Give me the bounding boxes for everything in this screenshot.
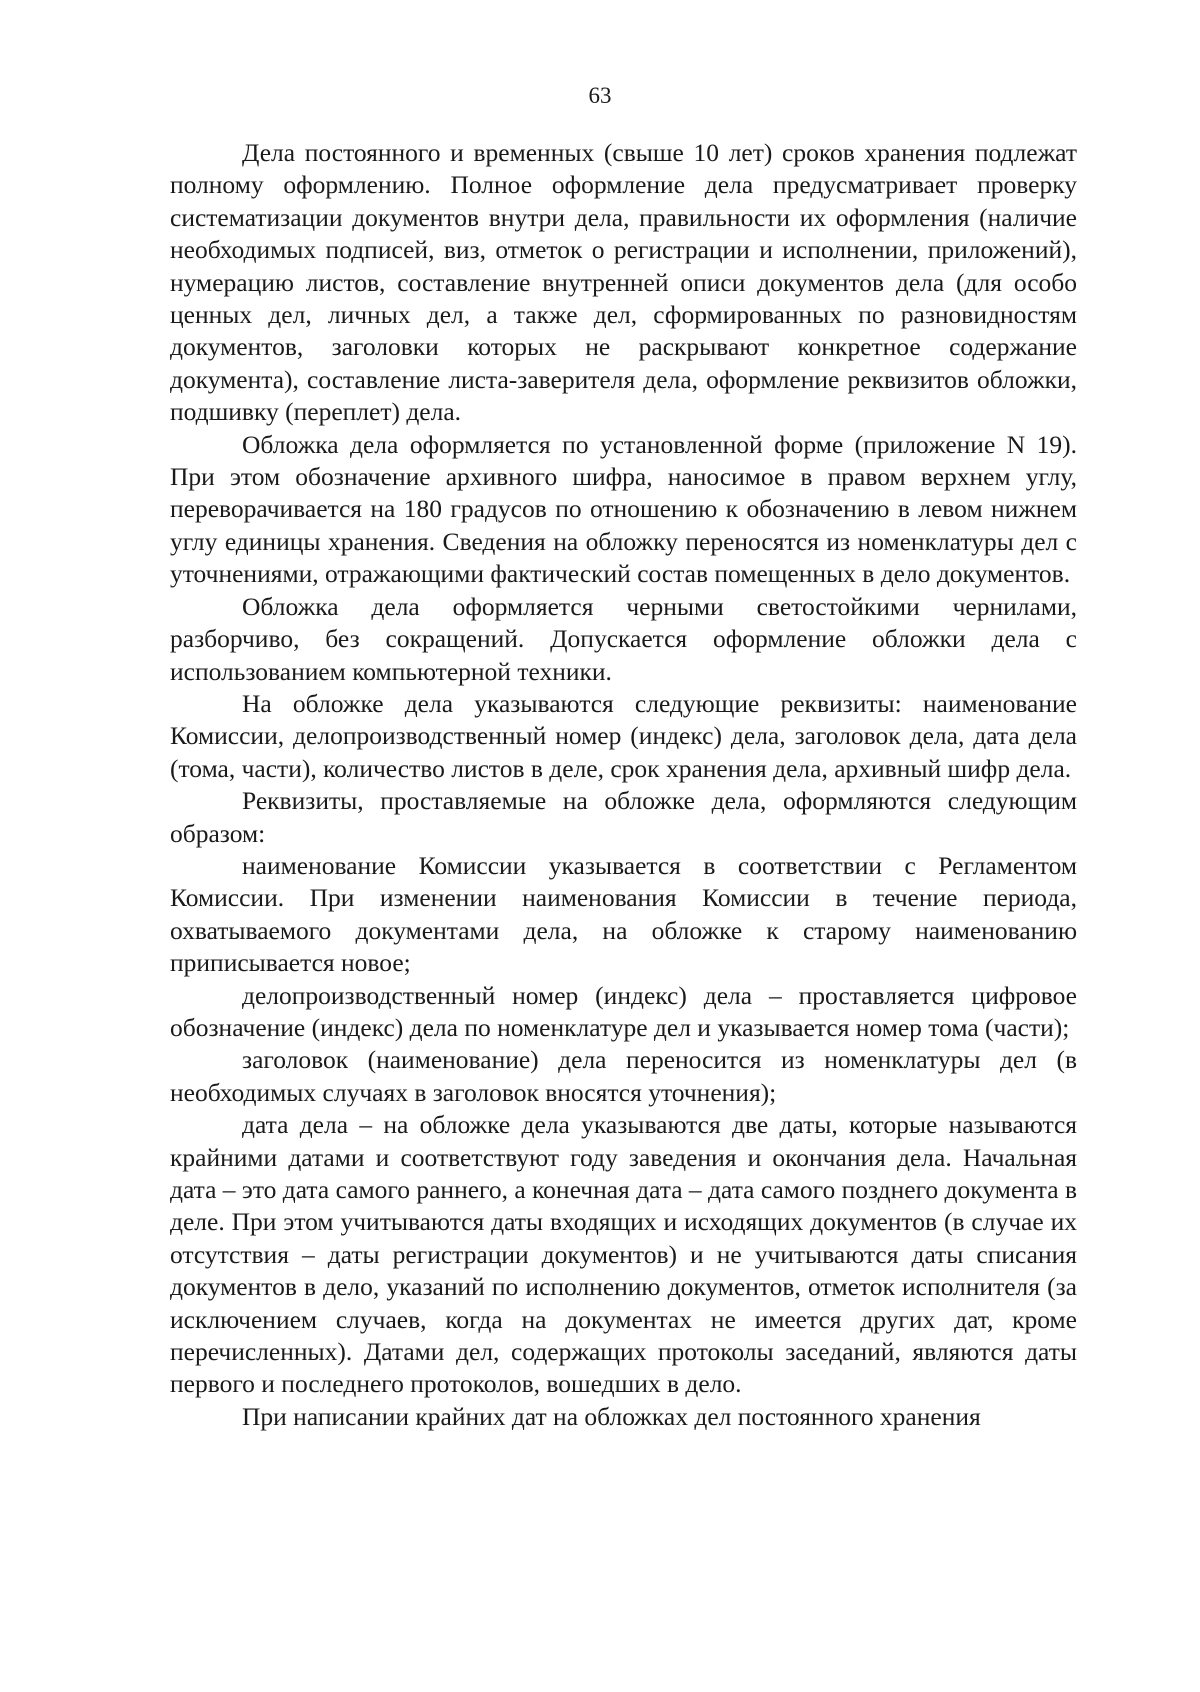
paragraph-full-registration: Дела постоянного и временных (свыше 10 лет) сроков хранения подлежат полному оформлению. Полное оформление дела предусматривает проверку систематизации документов внутри дела, правильности их оформления (наличие необходимых подписей, виз, отметок о регистрации и исполнении, приложений), нумерацию листов, составление внутренней описи документов дела (для особо ценных дел, личных дел, а также дел, сформированных по разновидностям документов, заголовки которых не раскрывают конкретное содержание документа), составление листа-заверителя дела, оформление реквизитов обложки, подшивку (переплет) дела.: [170, 138, 1077, 427]
paragraph-requisites-intro: Реквизиты, проставляемые на обложке дела, оформляются следующим образом:: [170, 786, 1077, 848]
paragraph-case-index: делопроизводственный номер (индекс) дела – проставляется цифровое обозначение (индекс) дела по номенклатуре дел и указывается номер тома (части);: [170, 980, 1077, 1042]
paragraph-cover-form: Обложка дела оформляется по установленной форме (приложение N 19). При этом обозначение архивного шифра, наносимое в правом верхнем углу, переворачивается на 180 градусов по отношению к обозначению в левом нижнем углу единицы хранения. Сведения на обложку переносятся из номенклатуры дел с уточнениями, отражающими фактический состав помещенных в дело документов.: [170, 429, 1077, 589]
paragraph-extreme-dates: При написании крайних дат на обложках дел постоянного хранения: [242, 1401, 981, 1431]
paragraph-cover-requisites: На обложке дела указываются следующие реквизиты: наименование Комиссии, делопроизводственный номер (индекс) дела, заголовок дела, дата дела (тома, части), количество листов в деле, срок хранения дела, архивный шифр дела.: [170, 688, 1077, 783]
paragraph-case-title: заголовок (наименование) дела переносится из номенклатуры дел (в необходимых случаях в заголовок вносятся уточнения);: [170, 1045, 1077, 1107]
page-number: 63: [588, 83, 612, 108]
paragraph-cover-ink: Обложка дела оформляется черными светостойкими чернилами, разборчиво, без сокращений. Допускается оформление обложки дела с использованием компьютерной техники.: [170, 591, 1077, 686]
document-body: [170, 137, 1077, 1433]
paragraph-commission-name: наименование Комиссии указывается в соответствии с Регламентом Комиссии. При изменении наименования Комиссии в течение периода, охватываемого документами дела, на обложке к старому наименованию приписывается новое;: [170, 850, 1077, 978]
paragraph-case-dates: дата дела – на обложке дела указываются две даты, которые называются крайними датами и соответствуют году заведения и окончания дела. Начальная дата – это дата самого раннего, а конечная дата – дата самого позднего документа в деле. При этом учитываются даты входящих и исходящих документов (в случае их отсутствия – даты регистрации документов) и не учитываются даты списания документов в дело, указаний по исполнению документов, отметок исполнителя (за исключением случаев, когда на документах не имеется других дат, кроме перечисленных). Датами дел, содержащих протоколы заседаний, являются даты первого и последнего протоколов, вошедших в дело.: [170, 1110, 1077, 1399]
